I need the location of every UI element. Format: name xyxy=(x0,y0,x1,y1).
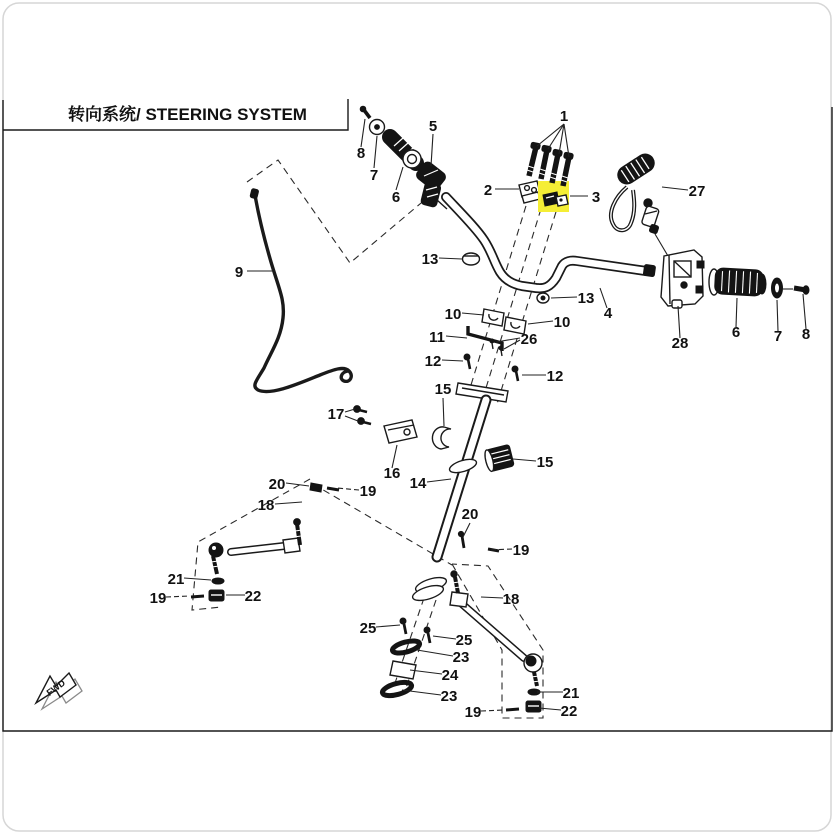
callout-21-left: 21 xyxy=(167,571,185,588)
callout-5: 5 xyxy=(428,118,438,135)
callout-13-right: 13 xyxy=(577,290,595,307)
part-20-mid xyxy=(458,531,464,548)
callout-25-right: 25 xyxy=(455,632,473,649)
right-grip-assembly xyxy=(709,268,809,298)
lanyard-27 xyxy=(611,151,668,256)
clamp-10-left xyxy=(482,309,504,326)
bolt-1c xyxy=(550,149,563,183)
dashed-reference-lines xyxy=(192,160,563,718)
callout-19-mid: 19 xyxy=(512,542,530,559)
bolt-25-left xyxy=(400,618,406,634)
callout-24: 24 xyxy=(441,667,459,684)
callout-14: 14 xyxy=(409,475,427,492)
callout-6-right: 6 xyxy=(731,324,741,341)
bolt-1b xyxy=(539,145,552,179)
fwd-label: FWD xyxy=(44,677,68,698)
callout-9: 9 xyxy=(234,264,244,281)
callout-23-lower: 23 xyxy=(440,688,458,705)
upper-clamps xyxy=(464,309,526,381)
bolts-17 xyxy=(354,406,371,425)
callout-18-right: 18 xyxy=(502,591,520,608)
bracket-11 xyxy=(468,326,502,351)
callout-3: 3 xyxy=(591,189,601,206)
callout-13-left: 13 xyxy=(421,251,439,268)
callout-19-left: 19 xyxy=(149,590,167,607)
bracket-16 xyxy=(384,420,417,443)
fwd-marker xyxy=(36,673,82,709)
bolt-1a xyxy=(527,142,541,176)
bushing-15-full xyxy=(483,444,514,472)
clamp-ring-23-lower xyxy=(381,680,413,698)
callout-11: 11 xyxy=(429,329,445,346)
callout-18-left: 18 xyxy=(257,497,275,514)
callout-25-left: 25 xyxy=(359,620,377,637)
pin-19-upper-left xyxy=(327,488,339,490)
callout-1: 1 xyxy=(559,108,569,125)
drawing-frame xyxy=(3,99,832,731)
bolt-1d xyxy=(561,152,574,186)
bolt-12-right xyxy=(512,366,518,381)
nut-21-left xyxy=(212,578,224,584)
clamp-bolts-1 xyxy=(527,142,574,186)
callout-6-left: 6 xyxy=(391,189,401,206)
callout-8-left: 8 xyxy=(356,145,366,162)
callout-28: 28 xyxy=(671,335,689,352)
callout-7-right: 7 xyxy=(773,328,783,345)
callout-7-left: 7 xyxy=(369,167,379,184)
card-border xyxy=(3,3,831,831)
callout-12-left: 12 xyxy=(424,353,442,370)
callout-10-right: 10 xyxy=(553,314,571,331)
bolt-12-left xyxy=(464,354,470,369)
steering-column xyxy=(411,383,508,603)
pin-19-left xyxy=(191,596,204,597)
callout-26: 26 xyxy=(520,331,538,348)
brake-cable xyxy=(250,188,351,391)
callout-16: 16 xyxy=(383,465,401,482)
page-title: 转向系统/ STEERING SYSTEM xyxy=(68,105,307,124)
callout-2: 2 xyxy=(483,182,493,199)
callout-20-mid: 20 xyxy=(461,506,479,523)
callout-19-upper-left: 19 xyxy=(359,483,377,500)
bolt-25-right xyxy=(424,627,430,643)
callout-21-right: 21 xyxy=(562,685,580,702)
callout-4: 4 xyxy=(603,305,613,322)
callout-23-upper: 23 xyxy=(452,649,470,666)
callout-15-right: 15 xyxy=(536,454,554,471)
callout-17: 17 xyxy=(327,406,345,423)
clamp-2 xyxy=(519,181,540,203)
callout-22-left: 22 xyxy=(244,588,262,605)
cap-13-left xyxy=(463,253,480,265)
lower-column-clamps xyxy=(381,618,430,698)
switch-housing-28 xyxy=(661,250,704,308)
callout-27: 27 xyxy=(688,183,706,200)
callout-15-top: 15 xyxy=(434,381,452,398)
pin-19-bottom xyxy=(506,709,519,710)
callout-19-bottom: 19 xyxy=(464,704,482,721)
bracket-16-group xyxy=(354,406,417,443)
bushing-15-half xyxy=(432,427,451,449)
callout-10-left: 10 xyxy=(444,306,462,323)
part-20-left xyxy=(310,483,322,492)
callout-20-left: 20 xyxy=(268,476,286,493)
clamp-ring-23-upper xyxy=(391,639,421,656)
callout-8-right: 8 xyxy=(801,326,811,343)
callout-12-right: 12 xyxy=(546,368,564,385)
callout-22-right: 22 xyxy=(560,703,578,720)
ball-joint xyxy=(209,543,223,557)
